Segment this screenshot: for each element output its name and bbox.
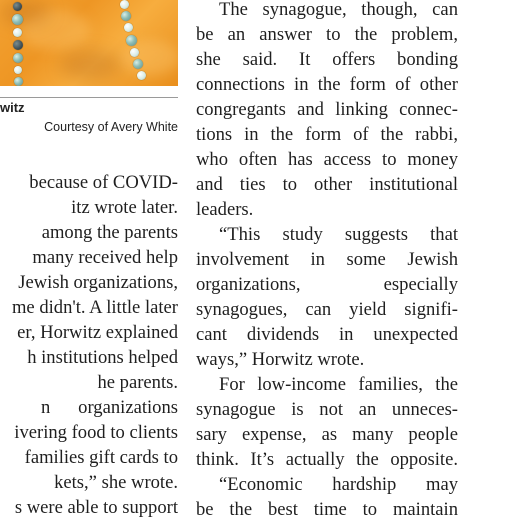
right-line: The synagogue, though, can	[219, 0, 458, 20]
right-line: For low-income families, the	[219, 374, 458, 395]
right-line: be the best time to maintain	[196, 499, 458, 520]
photo-caption-name: witz	[0, 100, 25, 115]
left-line: h institutions helped	[27, 347, 178, 368]
left-line: many received help	[32, 247, 178, 268]
right-line: synagogues, can yield signifi-	[196, 299, 458, 320]
left-line: er, Horwitz explained	[17, 322, 178, 343]
right-line: “Economic hardship may	[219, 474, 458, 495]
left-line: s were able to support	[14, 497, 178, 518]
left-line: ivering food to clients	[14, 422, 178, 443]
right-line: she said. It offers bonding	[196, 49, 458, 70]
left-line: n organizations	[40, 397, 178, 418]
photo-credit: Courtesy of Avery White	[44, 120, 178, 134]
right-line: connections in the form of other	[196, 74, 458, 95]
left-line: Jewish organizations,	[18, 272, 178, 293]
right-line: cant dividends in unexpected	[196, 324, 458, 345]
right-line: be an answer to the problem,	[196, 24, 458, 45]
left-line: me didn't. A little later	[11, 297, 178, 318]
left-line: itz wrote later.	[71, 197, 178, 218]
left-line: because of COVID-	[29, 172, 178, 193]
right-line: “This study suggests that	[219, 224, 458, 245]
left-line: kets,” she wrote.	[54, 472, 178, 493]
right-line: and ties to other institutional	[196, 174, 458, 195]
right-line: congregants and linking connec-	[196, 99, 458, 120]
right-line: think. It’s actually the opposite.	[196, 449, 458, 470]
right-line: who often has access to money	[196, 149, 458, 170]
right-line: ways,” Horwitz wrote.	[196, 349, 365, 370]
left-line: among the parents	[41, 222, 178, 243]
right-line: involvement in some Jewish	[196, 249, 458, 270]
article-photo	[0, 0, 178, 86]
right-line: organizations, especially	[196, 274, 458, 295]
left-line: families gift cards to	[24, 447, 178, 468]
caption-divider	[0, 97, 178, 98]
right-line: tions in the form of the rabbi,	[196, 124, 458, 145]
right-line: sary expense, as many people	[196, 424, 458, 445]
right-line: synagogue is not an unneces-	[196, 399, 458, 420]
left-line: he parents.	[97, 372, 178, 393]
right-line: leaders.	[196, 199, 254, 220]
